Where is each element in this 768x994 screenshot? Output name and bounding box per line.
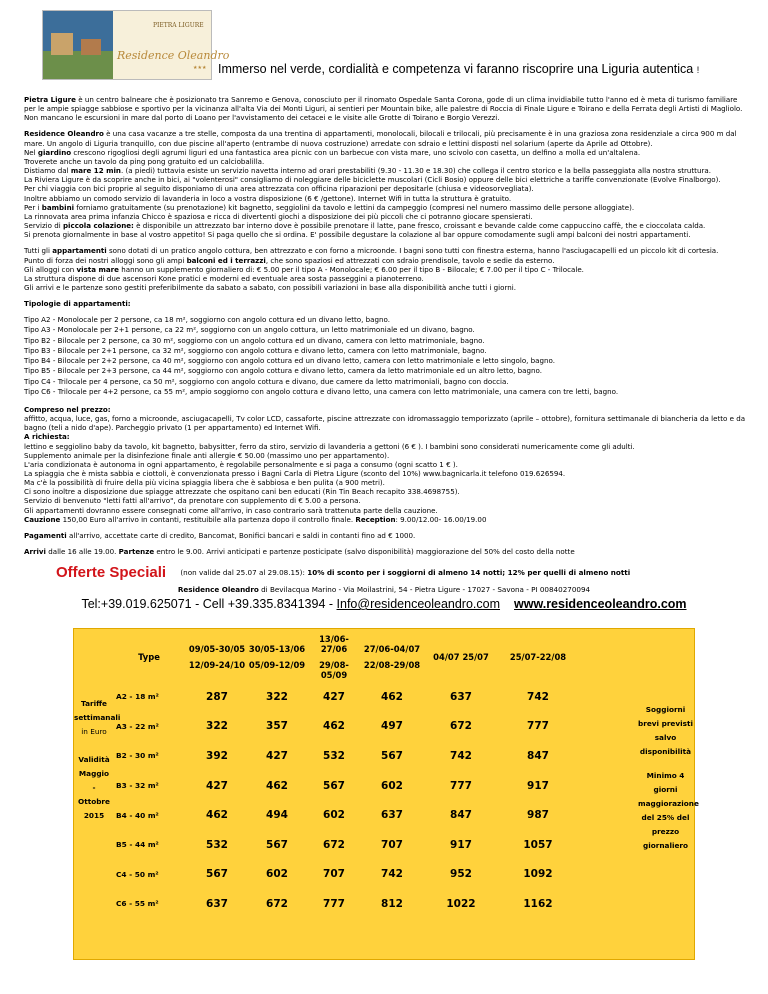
left-side-labels: Tariffe settimanali in Euro Validità Maggio - Ottobre 2015 [74, 699, 121, 820]
table-row: B5 - 44 m² 532 567 672 707 917 1057 [116, 838, 553, 851]
offers-title: Offerte Speciali [56, 564, 167, 581]
logo-top-text: PIETRA LIGURE [153, 22, 204, 29]
residence-logo [42, 10, 230, 80]
list-item: Tipo B4 - Bilocale per 2+2 persone, ca 40 m², soggiorno con angolo cottura ed un divano letto, camera con letto matrimoniale e letto singolo, bagno. [24, 356, 556, 366]
prezzo-paragraph: Compreso nel prezzo: affitto, acqua, luce, gas, forno a microonde, asciugacapelli, Tv color LCD, cassaforte, piscine attrezzate con idromassaggio temporizzato (aprile – ottobre), fornitura settimanale di biancheria da letto e da bagno (teli a nido d'ape). Parcheggio privato (1 per appartamento) ed Internet Wifi. A richiesta: lettino e seggiolino baby da tavolo, kit bagnetto, babysitter, ferro da stiro, servizio di lavanderia a gettoni (6 € ). I bambini sono considerati numericamente come gli adulti. Supplemento animale per la disinfezione finale anti allergie € 50.00 (massimo uno per appartamento). L'aria condizionata è autonoma in ogni appartamento, è regolabile personalmente e si paga a consumo (ogni scatto 1 € ). La spiaggia che è mista sabbia e ciottoli, è convenzionata presso i Bagni Carla di Pietra Ligure (sconto del 10%) www.bagnicarla.it telefono 019.626594. Ma c'è la possibilità di fruire della più vicina spiaggia libera che è sabbiosa e ben pulita (a 900 metri). Ci sono inoltre a disposizione due spiagge attrezzate che ospitano cani ben educati (Rin Tin Beach recapito 338.4698755). Servizio di benvenuto "letti fatti all'arrivo", da prenotare con supplemento di € 5.00 a persona. Gli appartamenti dovranno essere consegnati come all'arrivo, in caso contrario sarà trattenuta parte della cauzione. Cauzione 150,00 Euro all'arrivo in contanti, restituibile alla partenza dopo il controllo finale. Reception: 9.00/12.00- 16.00/19.00 [24, 404, 746, 524]
contacts-line: Tel:+39.019.625071 - Cell +39.335.8341394 - Info@residenceoleandro.com www.residenceoleandro.com [81, 597, 687, 611]
table-row: C6 - 55 m² 637 672 777 812 1022 1162 [116, 897, 553, 910]
address-line: Residence Oleandro di Bevilacqua Marino - Via Moilastrini, 54 - Pietra Ligure - 17027 - Savona - PI 00840270094 [177, 585, 591, 594]
tipologie-section [24, 299, 750, 308]
special-offers [56, 564, 630, 581]
period-header: 09/05-30/05 12/09-24/10 [188, 644, 246, 670]
list-item: Tipo C6 - Trilocale per 4+2 persone, ca 55 m², ampio soggiorno con angolo cottura e divano letto, una camera con letto matrimoniale, una camera con tre letti, bagno. [24, 386, 619, 396]
logo-brand-text: Residence Oleandro [117, 49, 230, 62]
pagamenti-paragraph: Pagamenti all'arrivo, accettate carte di credito, Bancomat, Bonifici bancari e saldi in contanti fino ad € 1000. [24, 530, 416, 540]
list-item: Tipo C4 - Trilocale per 4 persone, ca 50 m², soggiorno con angolo cottura e divano, due camere da letto matrimoniali, bagno con doccia. [24, 376, 509, 386]
table-row: A3 - 22 m² 322 357 462 497 672 777 [116, 720, 549, 733]
list-item: Tipo A3 - Monolocale per 2+1 persone, ca 22 m², soggiorno con un angolo cottura, un letto matrimoniale ed un divano, bagno. [24, 325, 475, 335]
email-link[interactable]: Info@residenceoleandro.com [336, 597, 501, 611]
type-header: Type [138, 652, 160, 662]
tipologie-title: Tipologie di appartamenti: [24, 299, 131, 309]
period-header: 27/06-04/07 22/08-29/08 [363, 644, 421, 670]
period-header: 13/06-27/06 29/08-05/09 [319, 634, 349, 680]
tipologie-list [24, 315, 750, 397]
offers-detail: 10% di sconto per i soggiorni di almeno 14 notti; 12% per quelli di almeno notti [307, 568, 631, 577]
logo-stars: ★★★ [193, 65, 207, 71]
phone-text: Tel:+39.019.625071 [81, 597, 192, 611]
price-table [112, 632, 576, 919]
website-link[interactable]: www.residenceoleandro.com [514, 597, 687, 611]
table-row: A2 - 18 m² 287 322 427 462 637 742 [116, 690, 549, 703]
residence-paragraph: Residence Oleandro è una casa vacanze a tre stelle, composta da una trentina di appartamenti, monolocali, bilocali e trilocali, più precisamente è in una graziosa zona residenziale a circa 900 m dal mare. Un angolo di Liguria tranquillo, con due piscine all'aperto (entrambe di nuova costruzione) arredate con sdraio e lettini disposti nel solarium (aperte da Aprile ad Ottobre). Nel giardino crescono rigogliosi degli agrumi liguri ed una fantastica area picnic con un barbecue con vista mare, uno scivolo con casetta, un delfino a molla ed un'altalena. Troverete anche un tavolo da ping pong gratuito ed un calciobalilla. Distiamo dal mare 12 min. (a piedi) tuttavia esiste un servizio navetta interno ad orari prestabiliti (9.30 - 11.30 e 18.30) che collega il centro storico e la bella passeggiata alla nostra struttura. La Riviera Ligure è da scoprire anche in bici, ai "volenterosi" consigliamo di noleggiare delle biciclette muscolari (Cicli Bosio) oppure delle bici elettriche a tariffe convenzionate (Evolve Finalborgo). Per chi viaggia con bici proprie al seguito disponiamo di una area attrezzata con officina riparazioni per depositarle (chiusa e videosorvegliata). Inoltre abbiamo un comodo servizio di lavanderia in loco a vostra disposizione (6 € /gettone). Internet Wifi in tutta la struttura è gratuito. Per i bambini forniamo gratuitamente (su prenotazione) kit bagnetto, seggiolini da tavolo e lettini da campeggio (compresi nel numero massimo delle persone alloggiate). La rinnovata area prima infanzia Chicco è spaziosa e ricca di divertenti giochi a disposizione dei più piccoli che ci potranno giocare spensierati. Servizio di piccola colazione: è disponibile un attrezzato bar interno dove è possibile prenotare il latte, pane fresco, croissant e bevande calde come cappuccino caffè, the e cioccolata calda. Si prenota giornalmente in base al vostro appetito! Si paga quello che si ordina. E' possibile degustare la colazione al bar oppure comodamente sugli ampi balconi dei nostri appartamenti. [24, 129, 737, 240]
arrivi-paragraph: Arrivi dalle 16 alle 19.00. Partenze entro le 9.00. Arrivi anticipati e partenze posticipate (salvo disponibilità) maggiorazione del 50% del costo della notte [24, 547, 575, 557]
table-row: B4 - 40 m² 462 494 602 637 847 987 [116, 809, 549, 822]
table-row: C4 - 50 m² 567 602 707 742 952 1092 [116, 868, 553, 881]
cell-text: - Cell +39.335.8341394 [191, 597, 326, 611]
period-header: 30/05-13/06 05/09-12/09 [248, 644, 306, 670]
apartments-paragraph: Tutti gli appartamenti sono dotati di un pratico angolo cottura, ben attrezzato e con forno a microonde. I bagni sono tutti con finestra esterna, hanno l'asciugacapelli ed un piccolo kit di cortesia. Punto di forza dei nostri alloggi sono gli ampi balconi ed i terrazzi, che sono spaziosi ed attrezzati con sdraio prendisole, tavolo e sedie da esterno. Gli alloggi con vista mare hanno un supplemento giornaliero di: € 5.00 per il tipo A - Monolocale; € 6.00 per il tipo B - Bilocale; € 7.00 per il tipo C - Trilocale. La struttura dispone di due ascensori Kone pratici e moderni ed eventuale area sosta passeggini a pianoterreno. Gli arrivi e le partenze sono gestiti preferibilmente da sabato a sabato, con possibili variazioni in base alla disponibilità anche tutti i giorni. [24, 246, 719, 292]
table-row: B3 - 32 m² 427 462 567 602 777 917 [116, 779, 549, 792]
period-header: 25/07-22/08 [509, 652, 567, 662]
right-side-labels: Soggiorni brevi previsti salvo disponibilità Minimo 4 giorni maggiorazione del 25% del prezzo giornaliero [638, 705, 699, 850]
list-item: Tipo B3 - Bilocale per 2+1 persone, ca 32 m², soggiorno con angolo cottura e divano letto, camera con letto matrimoniale, bagno. [24, 345, 487, 355]
description-body [24, 95, 750, 563]
page-headline: Immerso nel verde, cordialità e competenza vi faranno riscoprire una Liguria autentica ! [218, 62, 700, 76]
list-item: Tipo B5 - Bilocale per 2+3 persone, ca 44 m², soggiorno con angolo cottura e divano letto, camera da letto matrimoniale ed un altro letto, bagno. [24, 366, 542, 376]
offers-note: (non valide dal 25.07 al 29.08.15): [180, 568, 305, 577]
list-item: Tipo A2 - Monolocale per 2 persone, ca 18 m², soggiorno con angolo cottura ed un divano letto, bagno. [24, 315, 390, 325]
list-item: Tipo B2 - Bilocale per 2 persone, ca 30 m², soggiorno con un angolo cottura ed un divano, camera con letto matrimoniale, bagno. [24, 335, 485, 345]
table-header-row [112, 632, 576, 682]
table-row: B2 - 30 m² 392 427 532 567 742 847 [116, 749, 549, 762]
period-header: 04/07 25/07 [433, 652, 489, 662]
intro-paragraph: Pietra Ligure è un centro balneare che è posizionato tra Sanremo e Genova, conosciuto per il rinomato Ospedale Santa Corona, gode di un clima invidiabile tutto l'anno ed è meta di turismo familiare per le ampie spiagge sabbiose e sportivo per la vicinanza all'alta Via dei Monti Liguri, ai sentieri per Mountain bike, alle palestre di Roccia di Finale Ligure e Toirano e della Ferrata degli Artisti di Magliolo. Non mancano le escursioni in mare dal porto di Loano per l'avvistamento dei cetacei e le visite alle Grotte di Toirano e Borgio Verezzi. [24, 95, 743, 123]
